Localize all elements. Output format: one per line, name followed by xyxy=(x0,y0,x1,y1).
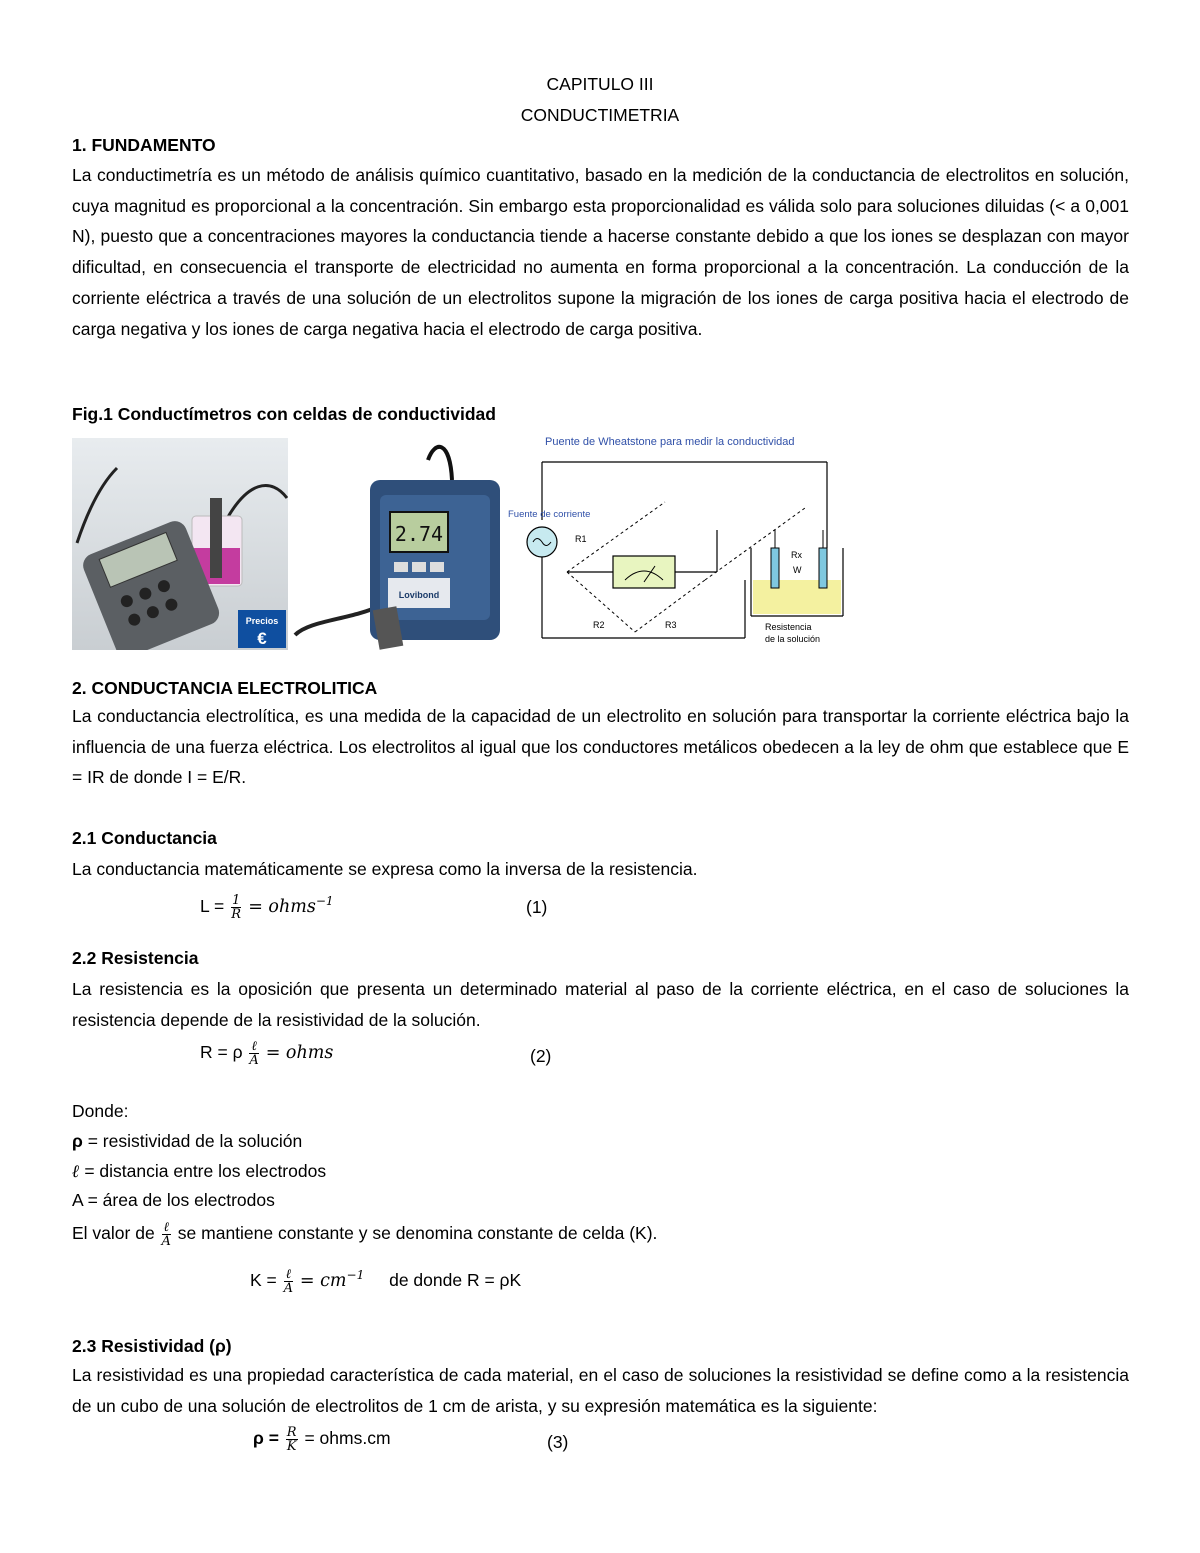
rho-symbol: ρ xyxy=(72,1131,83,1151)
solution-resistance-label-1: Resistencia xyxy=(765,622,812,632)
section-2-heading: 2. CONDUCTANCIA ELECTROLITICA xyxy=(72,678,378,698)
definition-area: A = área de los electrodos xyxy=(72,1190,275,1210)
conductivity-meter-photo-2 xyxy=(290,440,500,652)
r2-label: R2 xyxy=(593,620,605,630)
equation-k-mid: = cm xyxy=(299,1270,347,1291)
definition-rho xyxy=(72,1131,302,1151)
length-symbol: ℓ xyxy=(72,1162,80,1182)
price-badge-label: Precios xyxy=(245,616,279,626)
figure-1-caption: Fig.1 Conductímetros con celdas de conductividad xyxy=(72,404,496,424)
cell-constant-post: se mantiene constante y se denomina constante de celda (K). xyxy=(172,1223,658,1244)
section-2-paragraph: La conductancia electrolítica, es una medida de la capacidad de un electrolito en solución para transportar la corriente eléctrica bajo la influencia de una fuerza eléctrica. Los electrolitos al igual que los conductores metálicos obedecen a la ley de ohm que establece que E = IR de donde I = E/R. xyxy=(72,706,1129,788)
equation-k-numerator: ℓ xyxy=(285,1266,292,1282)
equation-k-rhs: de donde R = ρK xyxy=(389,1269,522,1290)
equation-k-lhs: K = xyxy=(250,1269,277,1290)
rx-label: Rx xyxy=(791,550,802,560)
equation-1-lhs: L = xyxy=(200,895,225,916)
euro-symbol: € xyxy=(257,629,267,648)
equation-3-numerator: R xyxy=(286,1425,297,1440)
definition-length xyxy=(72,1161,326,1182)
section-2-3-paragraph: La resistividad es una propiedad característica de cada material, en el caso de soluciones la resistividad se define como a la resistencia de un cubo de una solución de electrolitos de 1 cm de arista, y su expresión matemática es la siguiente: xyxy=(72,1365,1129,1416)
equation-1-denominator: R xyxy=(231,906,242,922)
equation-3-denominator: K xyxy=(286,1439,297,1454)
rho-definition: = resistividad de la solución xyxy=(82,1131,303,1151)
meter-brand: Lovibond xyxy=(398,590,440,600)
conductivity-meter-photo-1 xyxy=(72,438,288,650)
equation-k-exponent: −1 xyxy=(346,1268,365,1282)
section-2-2-paragraph: La resistencia es la oposición que presenta un determinado material al paso de la corriente eléctrica, en el caso de soluciones la resistencia depende de la resistividad de la solución. xyxy=(72,979,1129,1030)
equation-2-denominator: A xyxy=(249,1053,259,1068)
equation-k xyxy=(250,1265,521,1295)
equation-3-rhs: = ohms.cm xyxy=(304,1428,391,1449)
section-2-2-body xyxy=(72,974,1129,1035)
equation-2-numerator: ℓ xyxy=(251,1039,257,1054)
equation-2-lhs: R = ρ xyxy=(200,1042,243,1063)
equation-3-number: (3) xyxy=(547,1432,569,1452)
section-2-1-body: La conductancia matemáticamente se expresa como la inversa de la resistencia. xyxy=(72,859,698,879)
section-2-2-heading: 2.2 Resistencia xyxy=(72,948,199,968)
equation-1-number: (1) xyxy=(526,897,548,917)
equation-1-exponent: −1 xyxy=(315,894,334,908)
r3-label: R3 xyxy=(665,620,677,630)
galvanometer-icon xyxy=(613,556,675,588)
section-1-paragraph: La conductimetría es un método de análisis químico cuantitativo, basado en la medición de la conductancia de electrolitos en solución, cuya magnitud es proporcional a la concentración. Sin embargo esta proporcionalidad es válida solo para soluciones diluidas (< a 0,001 N), puesto que a concentraciones mayores la conductancia tiende a hacerse constante debido a que los iones se desplazan con mayor dificultad, en consecuencia el transporte de electricidad no aumenta en forma proporcional a la concentración. La conducción de la corriente eléctrica a través de una solución de un electrolitos supone la migración de los iones de carga positiva hacia el electrodo de carga negativa y los iones de carga negativa hacia el electrodo de carga positiva. xyxy=(72,165,1129,339)
solution-resistance-label-2: de la solución xyxy=(765,634,821,644)
equation-1-rhs: = ohms xyxy=(248,896,316,917)
equation-3-lhs: ρ = xyxy=(253,1428,279,1449)
cell-constant-sentence xyxy=(72,1221,657,1248)
equation-2-number: (2) xyxy=(530,1046,552,1066)
cell-constant-denominator: A xyxy=(161,1234,171,1249)
current-source-label: Fuente de corriente xyxy=(508,509,591,520)
equation-3 xyxy=(253,1426,391,1453)
cell-constant-pre: El valor de xyxy=(72,1223,160,1244)
document-title: CONDUCTIMETRIA xyxy=(520,105,680,125)
donde-label: Donde: xyxy=(72,1101,129,1121)
meter-display-value: 2.74 xyxy=(394,522,444,546)
wheatstone-bridge-diagram xyxy=(505,430,880,652)
section-2-1-heading: 2.1 Conductancia xyxy=(72,828,217,848)
chapter-label: CAPITULO III xyxy=(546,74,654,94)
equation-1-numerator: 1 xyxy=(232,892,241,908)
w-label: W xyxy=(793,565,802,575)
r1-label: R1 xyxy=(575,534,587,544)
section-2-3-heading: 2.3 Resistividad (ρ) xyxy=(72,1336,232,1356)
diagram-title: Puente de Wheatstone para medir la conductividad xyxy=(545,436,795,448)
section-2-body xyxy=(72,701,1129,793)
section-1-heading: 1. FUNDAMENTO xyxy=(72,135,216,155)
section-1-body xyxy=(72,160,1129,344)
equation-k-denominator: A xyxy=(283,1280,294,1296)
equation-2-rhs: = ohms xyxy=(265,1043,334,1064)
equation-1 xyxy=(200,891,334,921)
cell-constant-numerator: ℓ xyxy=(163,1220,169,1235)
equation-2 xyxy=(200,1040,333,1067)
section-2-3-body xyxy=(72,1360,1129,1421)
length-definition: = distancia entre los electrodos xyxy=(79,1161,327,1181)
